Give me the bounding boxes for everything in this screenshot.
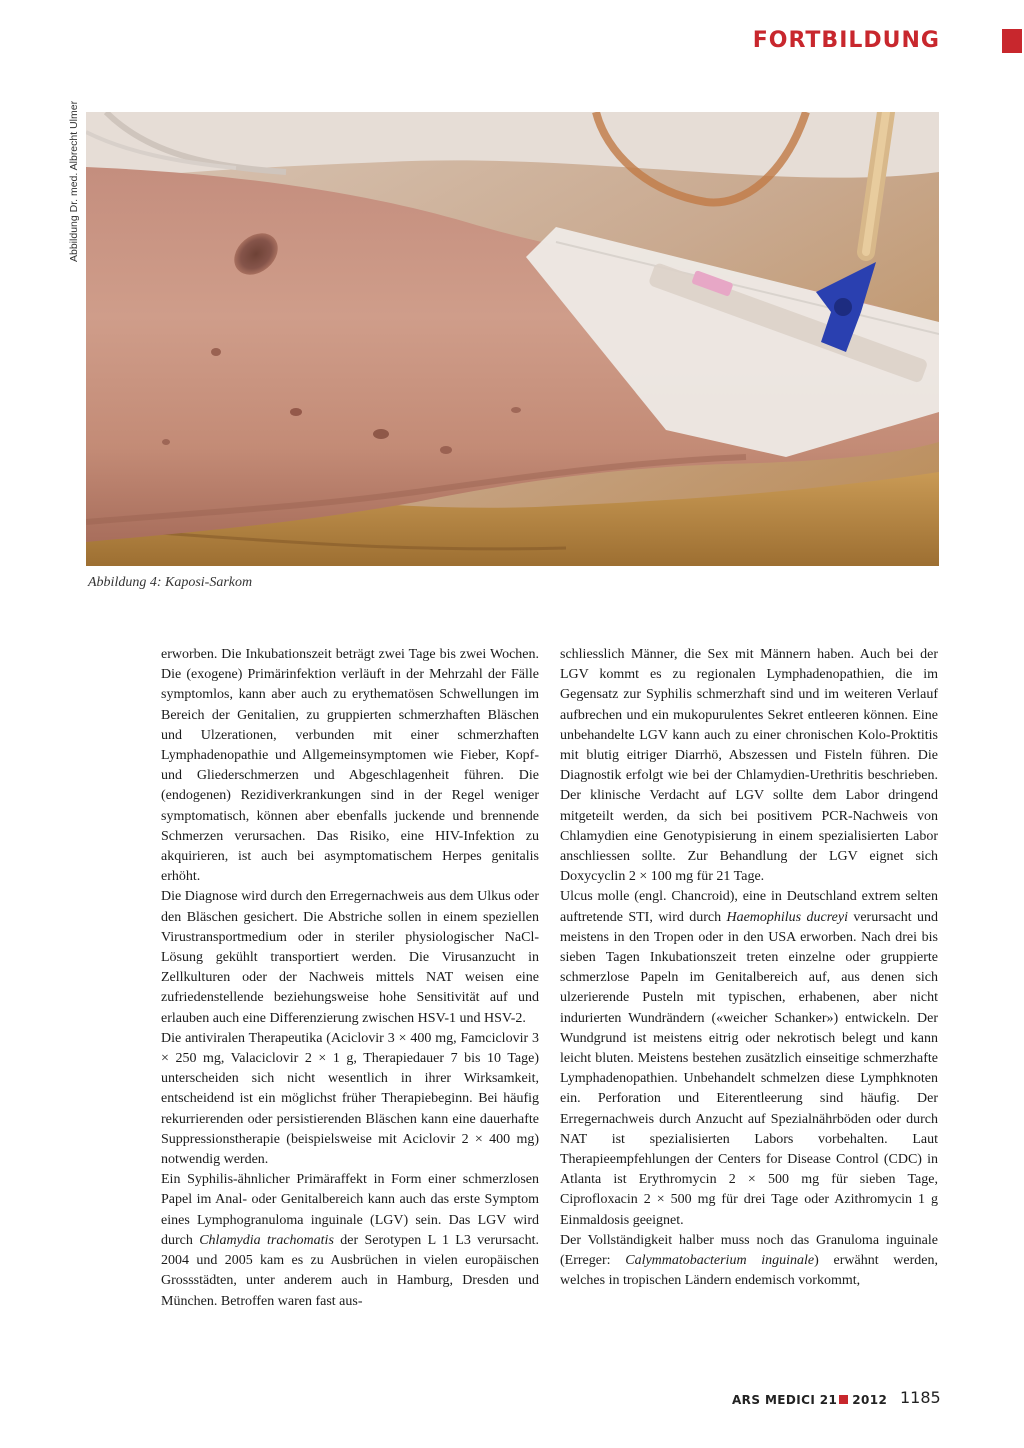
species-name: Chlamydia trachomatis: [199, 1232, 334, 1248]
paragraph: [560, 1231, 938, 1292]
figure-caption: Abbildung 4: Kaposi-Sarkom: [88, 575, 253, 590]
species-name: Calymmatobacterium inguinale: [625, 1253, 815, 1269]
paragraph: erworben. Die Inkubationszeit beträgt zwei Tage bis zwei Wochen. Die (exogene) Primärinfektion verläuft in der Mehrzahl der Fälle symptomlos, kann aber auch zu erythematösen Schwellungen im Bereich der Genitalien, zu gruppierten schmerzhaften Bläschen und Ulzerationen, verbunden mit einer schmerzhaften Lymphadenopathie und Allgemeinsymptomen wie Fieber, Kopf- und Gliederschmerzen und Abgeschlagenheit führen. Die (endogenen) Rezidiverkrankungen sind in der Regel weniger symptomatisch, können aber ebenfalls juckende und brennende Schmerzen verursachen. Das Risiko, eine HIV-Infektion zu akquirieren, ist auch bei asymptomatischem Herpes genitalis erhöht.: [161, 647, 539, 885]
paragraph: Die antiviralen Therapeutika (Aciclovir 3 × 400 mg, Famciclovir 3 × 250 mg, Valaciclovir 2 × 1 g, Therapiedauer 7 bis 10 Tage) unterscheiden sich nicht wesentlich in ihrer Wirksamkeit, entscheidend ist ein möglichst früher Therapiebeginn. Bei häufig rekurrierenden oder persistierenden Bläschen kann eine dauerhafte Suppressionstherapie (beispielsweise mit Aciclovir 2 × 400 mg) notwendig werden.: [161, 1030, 539, 1168]
section-title: FORTBILDUNG: [752, 28, 940, 53]
journal-name: ARS MEDICI 21: [732, 1393, 838, 1407]
paragraph-text: Der Vollständigkeit halber muss noch das Granuloma inguinale (Erreger:: [560, 1232, 938, 1269]
paragraph-text: Ein Syphilis-ähnlicher Primäraffekt in Form einer schmerzlosen Papel im Anal- oder Genitalbereich kann auch das erste Symptom eines Lymphogranuloma inguinale (LGV) sein. Das LGV wird durch: [161, 1172, 539, 1248]
species-name: Haemophilus ducreyi: [726, 909, 848, 925]
paragraph: [161, 1170, 539, 1311]
page-number: 1185: [900, 1388, 941, 1407]
paragraph-text: Ulcus molle (engl. Chancroid), eine in Deutschland extrem selten auftretende STI, wird durch: [560, 889, 938, 925]
paragraph-text: verursacht und meistens in den Tropen oder in den USA erworben. Nach drei bis sieben Tagen Inkubationszeit treten einzelne oder gruppierte schmerzlose Papeln im Genitalbereich auf, aus denen sich ulzerierende Pusteln mit typischen, erhabenen, aber nicht indurierten Wundrändern («weicher Schanker») entwickeln. Der Wundgrund ist meistens eitrig oder nekrotisch belegt und kann leicht bluten. Meistens bestehen zusätzlich einseitige schmerzhafte Lymphadenopathien. Unbehandelt schmelzen diese Lymphknoten ein. Perforation und Eiterentleerung sind häufig. Der Erregernachweis durch Anzucht auf Spezialnährböden oder durch NAT ist spezialisierten Labors vorbehalten. Laut Therapieempfehlungen der Centers for Disease Control (CDC) in Atlanta ist Erythromycin 2 × 500 mg für sieben Tage, Ciprofloxacin 2 × 500 mg für drei Tage oder Azithromycin 1 g Einmaldosis geeignet.: [560, 909, 939, 1228]
footer-marker: [839, 1395, 848, 1404]
paragraph: [560, 887, 938, 1230]
journal-year: 2012: [852, 1393, 888, 1407]
paragraph-text: der Serotypen L 1 L3 verursacht. 2004 und 2005 kam es zu Ausbrüchen in vielen europäischen Grossstädten, unter anderem auch in Hamburg, Dresden und München. Betroffen waren fast aus-: [161, 1232, 539, 1309]
text-column-left: [161, 645, 539, 1312]
text-column-right: [560, 645, 938, 1292]
paragraph: schliesslich Männer, die Sex mit Männern haben. Auch bei der LGV kommt es zu regionalen Lymphadenopathien, die im Gegensatz zur Syphilis schmerzhaft sind und im weiteren Verlauf aufbrechen und ein mukopurulentes Sekret entleeren können. Eine unbehandelte LGV kann auch zu einer chronischen Kolo-Proktitis mit blutig eitriger Diarrhö, Abszessen und Fisteln führen. Die Diagnostik erfolgt wie bei der Chlamydien-Urethritis beschrieben. Der klinische Verdacht auf LGV sollte dem Labor dringend mitgeteilt werden, da sich bei positivem PCR-Nachweis von Chlamydien eine Genotypisierung in einem spezialisierten Labor anschliessen sollte. Zur Behandlung der LGV eignet sich Doxycyclin 2 × 100 mg für 21 Tage.: [560, 647, 938, 885]
photo-credit: Abbildung Dr. med. Albrecht Ulmer: [68, 100, 80, 262]
figure-photo: [86, 112, 939, 566]
section-marker: [1002, 29, 1022, 53]
kaposi-sarcoma-photo: [86, 112, 939, 566]
paragraph-text: ) erwähnt werden, welches in tropischen Ländern endemisch vorkommt,: [560, 1253, 938, 1289]
journal-footer: [732, 1393, 887, 1407]
paragraph: Die Diagnose wird durch den Erregernachweis aus dem Ulkus oder den Bläschen gesichert. Die Abstriche sollen in einem speziellen Virustransportmedium oder in steriler physiologischer NaCl-Lösung gekühlt transportiert werden. Die Virusanzucht in Zellkulturen oder der Nachweis mittels NAT weisen eine zufriedenstellende beziehungsweise hohe Sensitivität auf und erlauben auch eine Differenzierung zwischen HSV-1 und HSV-2.: [161, 889, 539, 1026]
